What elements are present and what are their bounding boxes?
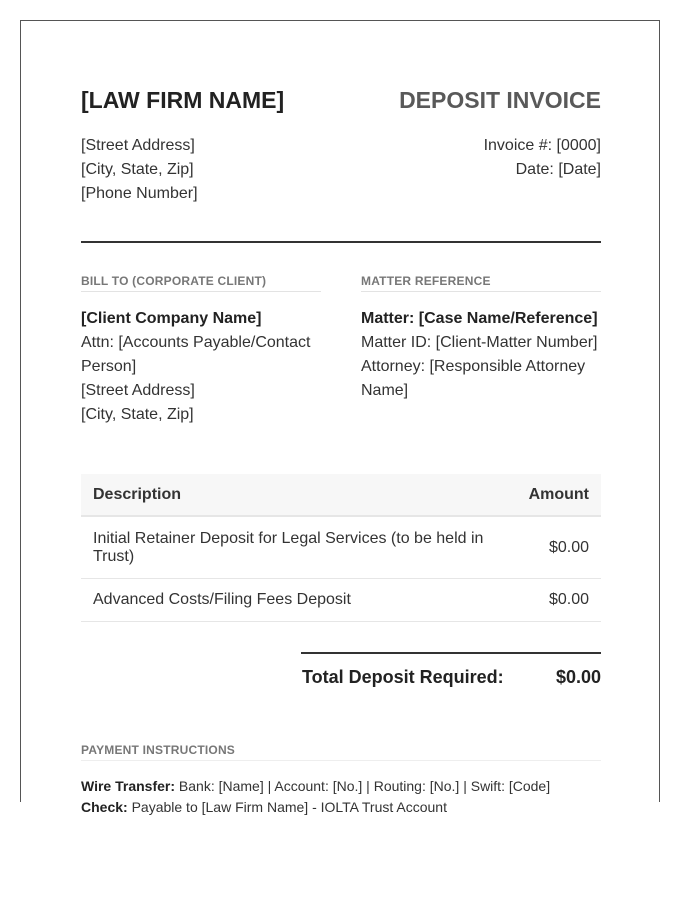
header-divider — [81, 241, 601, 243]
total-label: Total Deposit Required: — [302, 667, 504, 687]
bill-to-section — [81, 274, 321, 427]
check-line — [81, 797, 601, 817]
invoice-title: DEPOSIT INVOICE — [399, 87, 601, 113]
client-attention: Attn: [Accounts Payable/Contact Person] — [81, 334, 311, 375]
column-header-amount: Amount — [528, 485, 589, 503]
check-label: Check: — [81, 799, 128, 815]
table-row — [81, 517, 601, 579]
row-description: Initial Retainer Deposit for Legal Services (to be held in Trust) — [93, 529, 484, 565]
firm-city-state-zip: [City, State, Zip] — [81, 161, 194, 178]
firm-street: [Street Address] — [81, 137, 195, 154]
payment-instructions-section — [81, 743, 601, 817]
payment-instructions-heading: PAYMENT INSTRUCTIONS — [81, 743, 601, 761]
total-divider — [301, 652, 601, 654]
wire-transfer-details: Bank: [Name] | Account: [No.] | Routing: [No.] | Swift: [Code] — [175, 778, 551, 794]
client-street: [Street Address] — [81, 382, 195, 399]
bill-to-heading: BILL TO (CORPORATE CLIENT) — [81, 274, 321, 292]
firm-name: [LAW FIRM NAME] — [81, 87, 285, 113]
total-value: $0.00 — [555, 667, 601, 687]
row-description: Advanced Costs/Filing Fees Deposit — [93, 591, 351, 608]
row-amount: $0.00 — [548, 538, 589, 556]
matter-attorney: Attorney: [Responsible Attorney Name] — [361, 358, 586, 399]
invoice-meta — [484, 134, 601, 182]
wire-transfer-line — [81, 776, 601, 796]
invoice-document — [20, 20, 660, 815]
client-city-state-zip: [City, State, Zip] — [81, 406, 194, 423]
matter-reference-section — [361, 274, 601, 403]
matter-name: Matter: [Case Name/Reference] — [361, 310, 598, 327]
invoice-number: Invoice #: [0000] — [483, 137, 601, 154]
column-header-description: Description — [93, 485, 182, 503]
firm-phone: [Phone Number] — [81, 185, 198, 202]
client-company-name: [Client Company Name] — [81, 310, 262, 327]
invoice-date: Date: [Date] — [515, 161, 601, 178]
matter-details — [361, 307, 601, 403]
line-items-table — [81, 474, 601, 622]
matter-id: Matter ID: [Client-Matter Number] — [361, 334, 598, 351]
table-row — [81, 579, 601, 622]
bill-to-details — [81, 307, 321, 427]
wire-transfer-label: Wire Transfer: — [81, 778, 176, 794]
check-details: Payable to [Law Firm Name] - IOLTA Trust Account — [127, 799, 447, 815]
row-amount: $0.00 — [548, 591, 589, 608]
matter-reference-heading: MATTER REFERENCE — [361, 274, 601, 292]
table-header — [81, 474, 601, 517]
firm-address — [81, 134, 198, 206]
